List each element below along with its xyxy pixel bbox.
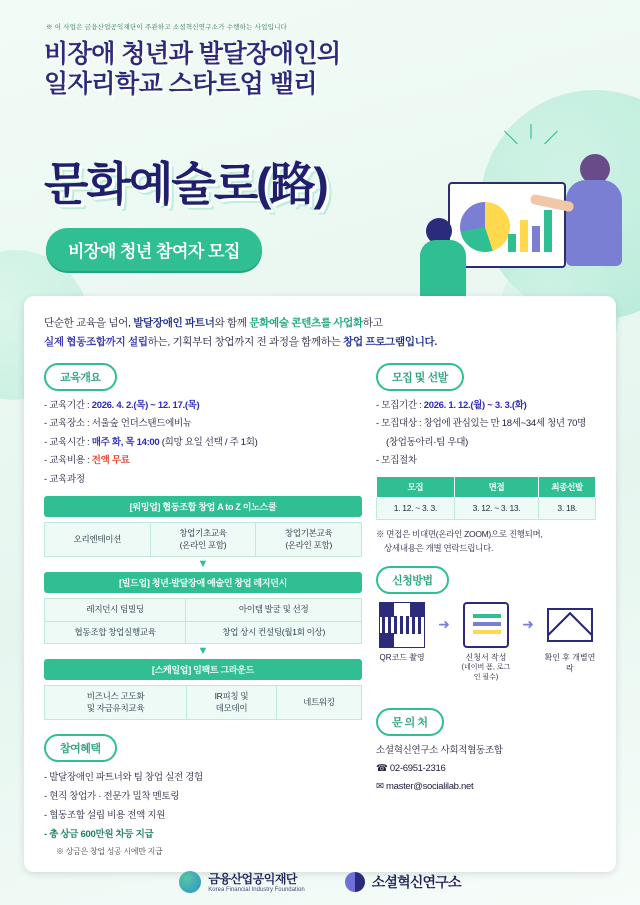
curriculum-table-2: [44, 598, 362, 644]
education-period-label: - 교육기간 :: [44, 399, 92, 411]
process-header: 면접: [454, 476, 539, 497]
curriculum-title-2: [빌드업] 청년-발달장애 예술인 창업 레지던시: [44, 572, 362, 593]
curriculum-block-2: [44, 572, 362, 644]
institute-name: 소셜혁신연구소: [371, 873, 461, 890]
table-row: [45, 621, 362, 643]
curriculum-cell: 레지던시 팀빌딩: [45, 599, 186, 621]
intro-text-1: 단순한 교육을 넘어,: [44, 317, 134, 329]
arrow-down-icon-1: ▼: [197, 558, 209, 571]
education-cost-row: [44, 452, 362, 471]
benefit-list: [44, 768, 362, 860]
education-curriculum-label: - 교육과정: [44, 473, 85, 485]
institute-logo-icon: [345, 872, 365, 892]
education-info-list: [44, 397, 362, 490]
apply-step-qr[interactable]: [376, 602, 428, 663]
recruit-period-value: 2026. 1. 12.(월) ~ 3. 3.(화): [423, 399, 527, 411]
education-place-row: [44, 415, 362, 434]
envelope-icon: ✉: [376, 781, 384, 793]
recruit-info-list: [376, 397, 596, 471]
section-title-contact: 문 의 처: [376, 708, 444, 736]
recruit-target-row: [376, 415, 596, 434]
top-note-text: ※ 이 사업은 금융산업공익재단이 주관하고 소셜혁신연구소가 수행하는 사업입니다: [46, 24, 288, 31]
intro-text-3: 하고: [362, 317, 383, 329]
arrow-right-icon-2: ➜: [522, 615, 534, 632]
curriculum-block-3: [44, 659, 362, 720]
education-time-note: (희망 요일 선택 / 주 1회): [159, 436, 258, 448]
arrow-down-icon-2: ▼: [197, 645, 209, 658]
contact-section: [376, 708, 596, 796]
curriculum-table-3: [44, 685, 362, 720]
education-place-label: - 교육장소 :: [44, 418, 92, 430]
contact-org: 소셜혁신연구소 사회적협동조합: [376, 745, 503, 757]
recruit-badge: 비장애 청년 참여자 모집: [46, 228, 262, 271]
list-item: - 현직 창업가 · 전문가 밀착 멘토링: [44, 791, 180, 803]
logo-institute: [345, 872, 461, 892]
content-card: [24, 296, 616, 872]
section-title-benefit: 참여혜택: [44, 734, 117, 762]
logo-foundation: [179, 870, 304, 893]
contact-email-row: [376, 778, 596, 796]
apply-section: [376, 566, 596, 683]
process-date: 3. 12. ~ 3. 13.: [454, 497, 539, 519]
curriculum-cell: IR피칭 및 데모데이: [187, 686, 277, 720]
recruit-period-label: - 모집기간 :: [376, 399, 424, 411]
curriculum-cell: 아이템 발굴 및 선정: [186, 599, 362, 621]
curriculum-cell: 협동조합 창업실행교육: [45, 621, 186, 643]
education-time-row: [44, 434, 362, 453]
contact-details: [376, 742, 596, 796]
recruit-note: [376, 528, 596, 555]
recruit-target-value: 창업에 관심있는 만 18세~34세 청년 70명: [423, 418, 586, 430]
sparkle-icon-2: ｜: [524, 124, 538, 140]
list-item: - 발달장애인 파트너와 팀 창업 실전 경험: [44, 772, 203, 784]
qr-code-icon[interactable]: [379, 602, 425, 648]
intro-highlight-content: 문화예술 콘텐츠를 사업화: [249, 317, 363, 329]
recruit-process-table: [376, 476, 596, 520]
process-date: 1. 12. ~ 3. 3.: [377, 497, 455, 519]
sparkle-icon-1: ＼: [504, 130, 518, 146]
foundation-logo-icon: [179, 871, 201, 893]
list-item: - 협동조합 설립 비용 전액 지원: [44, 810, 166, 822]
curriculum-cell: 창업기본교육 (온라인 포함): [256, 523, 362, 557]
section-title-apply: 신청방법: [376, 566, 449, 594]
illustration: [420, 120, 630, 300]
education-cost-label: - 교육비용 :: [44, 455, 92, 467]
headline-line-1: 비장애 청년과 발달장애인의: [44, 40, 341, 68]
apply-step-label: 신청서 작성: [465, 652, 507, 662]
apply-steps: [376, 602, 596, 683]
apply-step-form: [460, 602, 512, 683]
benefit-highlight: - 총 상금 600만원 차등 지급: [44, 829, 154, 841]
page-title: 문화예술로(路): [44, 158, 327, 210]
curriculum-cell: 비즈니스 고도화 및 자금유치교육: [45, 686, 187, 720]
process-header: 최종선발: [539, 476, 596, 497]
intro-text-4: 하는, 기획부터 창업까지 전 과정을 함께하는: [147, 336, 344, 349]
curriculum-cell: 창업 상시 컨설팅(월1회 이상): [186, 621, 362, 643]
table-row: [45, 686, 362, 720]
section-title-education: 교육개요: [44, 363, 117, 391]
education-time-label: - 교육시간 :: [44, 436, 92, 448]
curriculum-block-1: [44, 496, 362, 557]
bar-chart-icon: [508, 200, 552, 252]
person-body: [566, 180, 622, 266]
recruit-column: [376, 363, 596, 860]
education-curriculum-row: [44, 471, 362, 490]
curriculum-title-3: [스케일업] 임팩트 그라운드: [44, 659, 362, 680]
top-note: [46, 22, 466, 31]
curriculum-cell: 창업기초교육 (온라인 포함): [150, 523, 256, 557]
contact-email: master@socialilab.net: [386, 781, 474, 793]
recruit-note-line-2: 상세내용은 개별 연락드립니다.: [384, 542, 494, 553]
person-body: [420, 240, 466, 300]
apply-step-label: 확인 후 개별연락: [544, 652, 596, 673]
curriculum-title-1: [워밍업] 협동조합 창업 A to Z 이노스쿨: [44, 496, 362, 517]
intro-highlight-program: 창업 프로그램입니다.: [343, 336, 437, 349]
table-row: [377, 497, 596, 519]
headline: [44, 40, 514, 99]
intro-highlight-partner: 발달장애인 파트너: [133, 317, 215, 329]
table-row: [45, 523, 362, 557]
mail-envelope-icon: [547, 608, 593, 642]
intro-paragraph: [44, 314, 596, 353]
contact-phone: 02-6951-2316: [389, 763, 446, 775]
benefit-section: [44, 734, 362, 860]
recruit-note-line-1: ※ 면접은 비대면(온라인 ZOOM)으로 진행되며,: [376, 529, 543, 540]
education-time-value: 매주 화, 목 14:00: [91, 436, 160, 448]
phone-icon: ☎: [376, 763, 388, 775]
curriculum-cell: 오리엔테이션: [45, 523, 151, 557]
education-cost-value: 전액 무료: [91, 455, 130, 467]
intro-highlight-coop: 실제 협동조합까지 설립: [44, 336, 148, 349]
recruit-process-label: - 모집절차: [376, 455, 417, 467]
apply-step-label: QR코드 촬영: [379, 652, 425, 662]
recruit-target-label: - 모집대상 :: [376, 418, 424, 430]
foundation-name-en: Korea Financial Industry Foundation: [208, 887, 305, 893]
contact-phone-row: [376, 760, 596, 778]
recruit-target-note: (창업동아리·팀 우대): [386, 436, 468, 448]
table-row: [45, 599, 362, 621]
recruit-period-row: [376, 397, 596, 416]
footer-logos: [0, 870, 640, 893]
arrow-right-icon-1: ➜: [438, 615, 450, 632]
process-date: 3. 18.: [539, 497, 596, 519]
sparkle-icon-3: ／: [544, 130, 558, 146]
apply-step-contact: [544, 602, 596, 674]
section-title-recruit: 모집 및 선발: [376, 363, 464, 391]
benefit-footnote: ※ 상금은 창업 성공 시에만 지급: [56, 847, 163, 857]
education-column: [44, 363, 362, 860]
curriculum-cell: 네트워킹: [276, 686, 361, 720]
pie-chart-icon: [460, 202, 510, 252]
curriculum-table-1: [44, 522, 362, 557]
intro-text-2: 와 함께: [214, 317, 250, 329]
headline-line-2: 일자리학교 스타트업 밸리: [44, 69, 318, 98]
education-place-value: 서울숲 언더스탠드에비뉴: [91, 418, 192, 430]
table-header-row: [377, 476, 596, 497]
education-period-value: 2026. 4. 2.(목) ~ 12. 17.(목): [91, 399, 200, 411]
education-period-row: [44, 397, 362, 416]
apply-step-sub: (네이버 폼, 로그인 필수): [461, 663, 511, 681]
form-document-icon: [463, 602, 509, 648]
process-header: 모집: [377, 476, 455, 497]
foundation-name: 금융산업공익재단: [208, 872, 298, 886]
